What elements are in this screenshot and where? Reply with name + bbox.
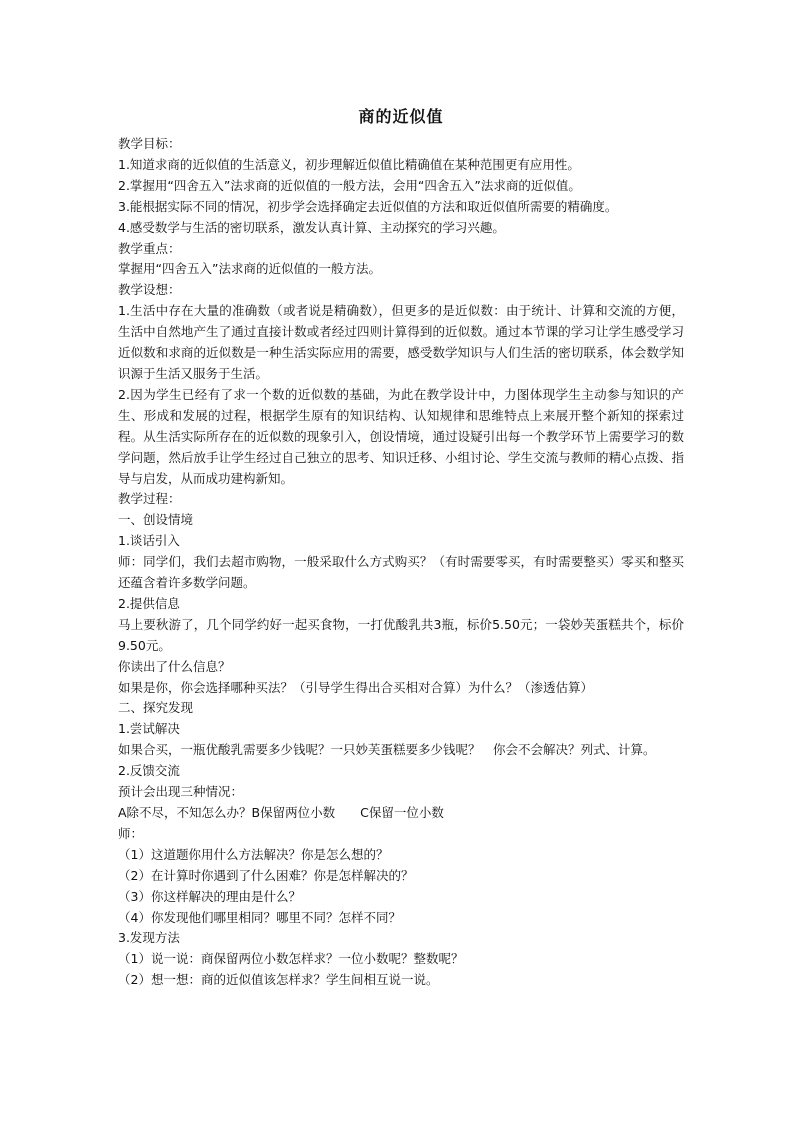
paragraph: 马上要秋游了，几个同学约好一起买食物，一打优酸乳共3瓶，标价5.50元；一袋妙芙蛋糕共个，标价9.50元。 [118,616,684,653]
document-body [118,134,684,991]
paragraph: 师： [118,825,144,841]
paragraph: （1）这道题你用什么方法解决？你是怎么想的？ [118,846,389,862]
paragraph: 如果是你，你会选择哪种买法？（引导学生得出合买相对合算）为什么？（渗透估算） [118,679,594,695]
paragraph: 教学过程： [118,491,181,507]
paragraph: （1）说一说：商保留两位小数怎样求？一位小数呢？整数呢？ [118,951,464,967]
paragraph: 二、探究发现 [118,700,194,716]
paragraph: （2）想一想：商的近似值该怎样求？学生间相互说一说。 [118,972,439,988]
paragraph: 教学设想： [118,282,181,298]
paragraph: 2.掌握用“四舍五入”法求商的近似值的一般方法，会用“四舍五入”法求商的近似值。 [118,177,581,193]
paragraph: 2.反馈交流 [118,763,180,779]
paragraph: 教学重点： [118,240,181,256]
paragraph: （4）你发现他们哪里相同？哪里不同？怎样不同？ [118,909,401,925]
paragraph: 1.尝试解决 [118,721,180,737]
document-title: 商的近似值 [358,107,444,126]
paragraph: 3.发现方法 [118,930,180,946]
paragraph: 预计会出现三种情况： [118,784,244,800]
paragraph: 4.感受数学与生活的密切联系，激发认真计算、主动探究的学习兴趣。 [118,219,505,235]
paragraph: （3）你这样解决的理由是什么？ [118,888,301,904]
paragraph: 2.因为学生已经有了求一个数的近似数的基础，为此在教学设计中，力图体现学生主动参与知识的产生、形成和发展的过程，根据学生原有的知识结构、认知规律和思维特点上来展开整个新知的探索过程。从生活实际所存在的近似数的现象引入，创设情境，通过设疑引出每一个教学环节上需要学习的数学问题，然后放手让学生经过自己独立的思考、知识迁移、小组讨论、学生交流与教师的精心点拨、指导与启发，从而成功建构新知。 [118,386,684,486]
paragraph: 1.谈话引入 [118,533,180,549]
paragraph: 3.能根据实际不同的情况，初步学会选择确定去近似值的方法和取近似值所需要的精确度。 [118,198,618,214]
document-page [118,104,684,991]
paragraph: 如果合买，一瓶优酸乳需要多少钱呢？一只妙芙蛋糕要多少钱呢？ 你会不会解决？列式、计算。 [118,742,656,758]
paragraph: 2.提供信息 [118,595,180,611]
paragraph: 师：同学们，我们去超市购物，一般采取什么方式购买？（有时需要零买，有时需要整买）零买和整买还蕴含着许多数学问题。 [118,554,684,591]
paragraph: 1.知道求商的近似值的生活意义，初步理解近似值比精确值在某种范围更有应用性。 [118,156,580,172]
paragraph: 教学目标： [118,136,181,151]
paragraph: （2）在计算时你遇到了什么困难？你是怎样解决的？ [118,867,414,883]
paragraph: 掌握用“四舍五入”法求商的近似值的一般方法。 [118,261,381,277]
paragraph: 1.生活中存在大量的准确数（或者说是精确数），但更多的是近似数：由于统计、计算和交流的方便，生活中自然地产生了通过直接计数或者经过四则计算得到的近似数。通过本节课的学习让学生感受学习近似数和求商的近似数是一种生活实际应用的需要，感受数学知识与人们生活的密切联系，体会数学知识源于生活又服务于生活。 [118,303,684,381]
paragraph: 你读出了什么信息？ [118,658,231,674]
paragraph: A除不尽，不知怎么办？B保留两位小数 C保留一位小数 [118,805,444,820]
paragraph: 一、创设情境 [118,512,194,528]
